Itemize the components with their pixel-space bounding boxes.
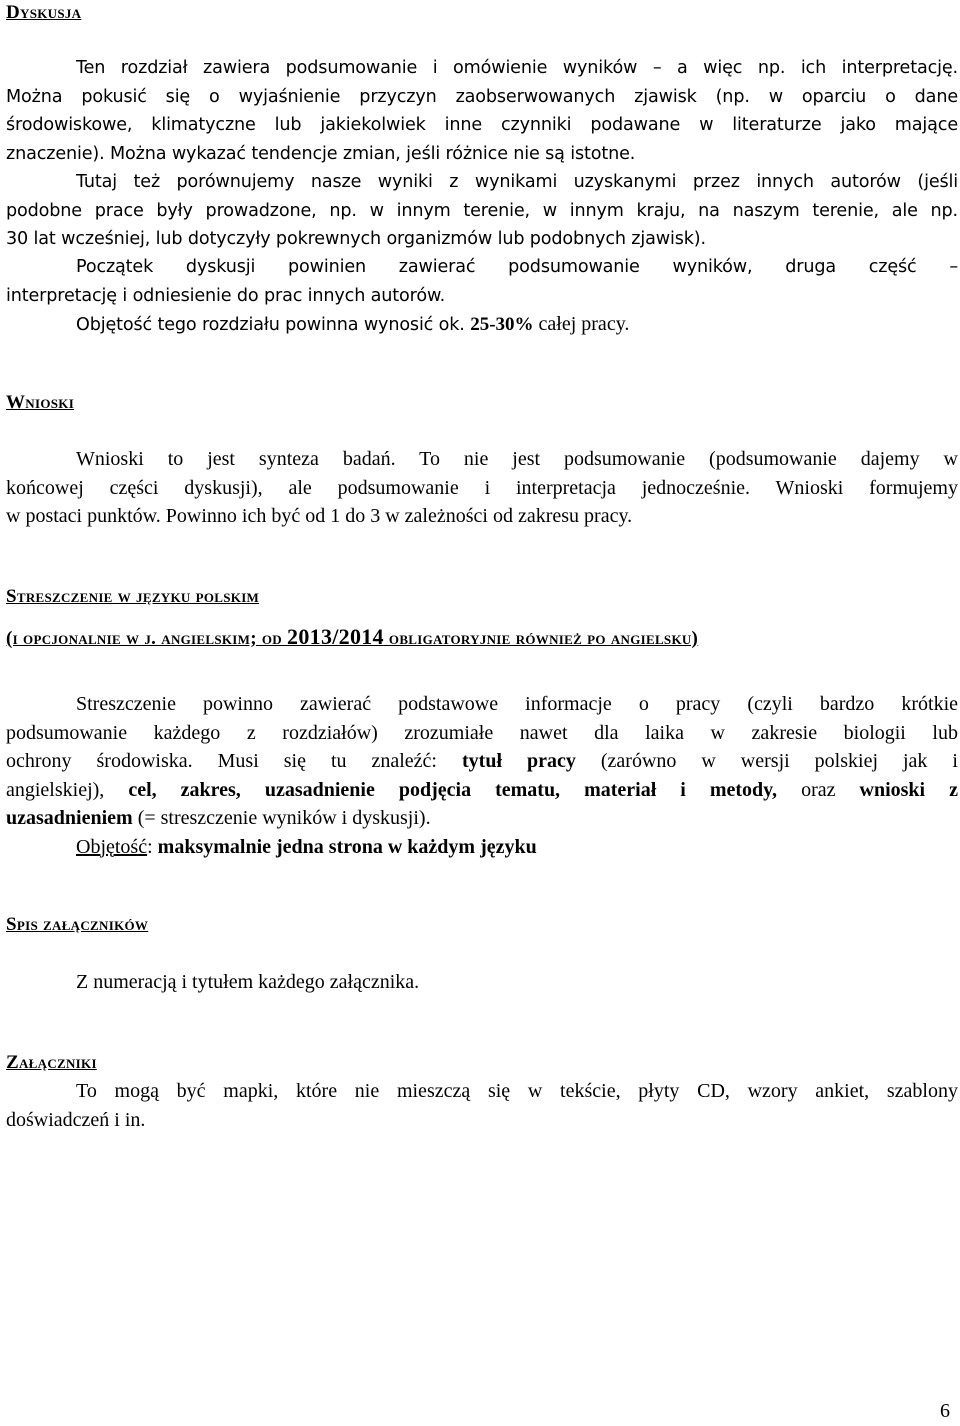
- text-line: uzasadnieniem (= streszczenie wyników i dyskusji).: [6, 807, 431, 829]
- text-line: podsumowanie każdego z rozdziałów) zrozumiałe nawet dla laika w zakresie biologii lub: [6, 721, 958, 744]
- text-line: środowiskowe, klimatyczne lub jakiekolwiek inne czynniki podawane w literaturze jako mające: [6, 115, 958, 135]
- dyskusja-paragraph-2: [6, 168, 958, 254]
- text-line: angielskiej), cel, zakres, uzasadnienie podjęcia tematu, materiał i metody, oraz wnioski z: [6, 778, 958, 801]
- page-number: 6: [940, 1400, 950, 1422]
- text-line: Objętość tego rozdziału powinna wynosić ok. 25-30% całej pracy.: [76, 313, 630, 335]
- subheading-streszczenie: (i opcjonalnie w j. angielskim; od 2013/2014 obligatoryjnie również po angielsku): [6, 624, 699, 649]
- subheading-year: 2013/2014: [287, 624, 384, 649]
- streszczenie-paragraph: [6, 690, 958, 861]
- text-line: Początek dyskusji powinien zawierać podsumowanie wyników, druga część –: [76, 257, 958, 277]
- text-line: podobne prace były prowadzone, np. w innym terenie, w innym kraju, na naszym terenie, ale np.: [6, 200, 958, 221]
- heading-dyskusja: Dyskusja: [6, 2, 82, 23]
- text-line: Tutaj też porównujemy nasze wyniki z wynikami uzyskanymi przez innych autorów (jeśli: [76, 172, 958, 192]
- text-line: Streszczenie powinno zawierać podstawowe informacje o pracy (czyli bardzo krótkie: [76, 693, 958, 715]
- text-line: Ten rozdział zawiera podsumowanie i omówienie wyników – a więc np. ich interpretację.: [76, 58, 958, 78]
- dyskusja-paragraph-3: [6, 253, 958, 310]
- text-line: 30 lat wcześniej, lub dotyczyły pokrewnych organizmów lub podobnych zjawisk).: [6, 229, 706, 249]
- dyskusja-paragraph-4: [6, 310, 958, 340]
- spis-paragraph: [6, 968, 958, 997]
- text-line: Można pokusić się o wyjaśnienie przyczyn zaobserwowanych zjawisk (np. w oparciu o dane: [6, 86, 958, 107]
- heading-spis-zalacznikow: Spis załączników: [6, 914, 149, 935]
- text-line: ochrony środowiska. Musi się tu znaleźć: tytuł pracy (zarówno w wersji polskiej jak i: [6, 750, 958, 772]
- dyskusja-paragraph-1: [6, 54, 958, 168]
- text-line: Wnioski to jest synteza badań. To nie jest podsumowanie (podsumowanie dajemy w: [76, 448, 958, 470]
- percentage-value: 25-30%: [470, 314, 534, 335]
- heading-zalaczniki: Załączniki: [6, 1052, 97, 1073]
- text-line: w postaci punktów. Powinno ich być od 1 do 3 w zależności od zakresu pracy.: [6, 505, 633, 527]
- text-line: Z numeracją i tytułem każdego załącznika.: [76, 971, 420, 993]
- heading-streszczenie: Streszczenie w języku polskim: [6, 586, 260, 607]
- text-line: doświadczeń i in.: [6, 1108, 146, 1131]
- text-line: końcowej części dyskusji), ale podsumowanie i interpretacja jednocześnie. Wnioski formujemy: [6, 476, 958, 499]
- text-line: To mogą być mapki, które nie mieszczą się w tekście, płyty CD, wzory ankiet, szablony: [76, 1080, 958, 1102]
- zalaczniki-paragraph: [6, 1077, 958, 1134]
- heading-wnioski: Wnioski: [6, 392, 75, 413]
- wnioski-paragraph: [6, 445, 958, 531]
- text-line: interpretację i odniesienie do prac innych autorów.: [6, 285, 446, 306]
- text-line: znaczenie). Można wykazać tendencje zmian, jeśli różnice nie są istotne.: [6, 143, 636, 164]
- text-line: Objętość: maksymalnie jedna strona w każdym języku: [76, 835, 537, 858]
